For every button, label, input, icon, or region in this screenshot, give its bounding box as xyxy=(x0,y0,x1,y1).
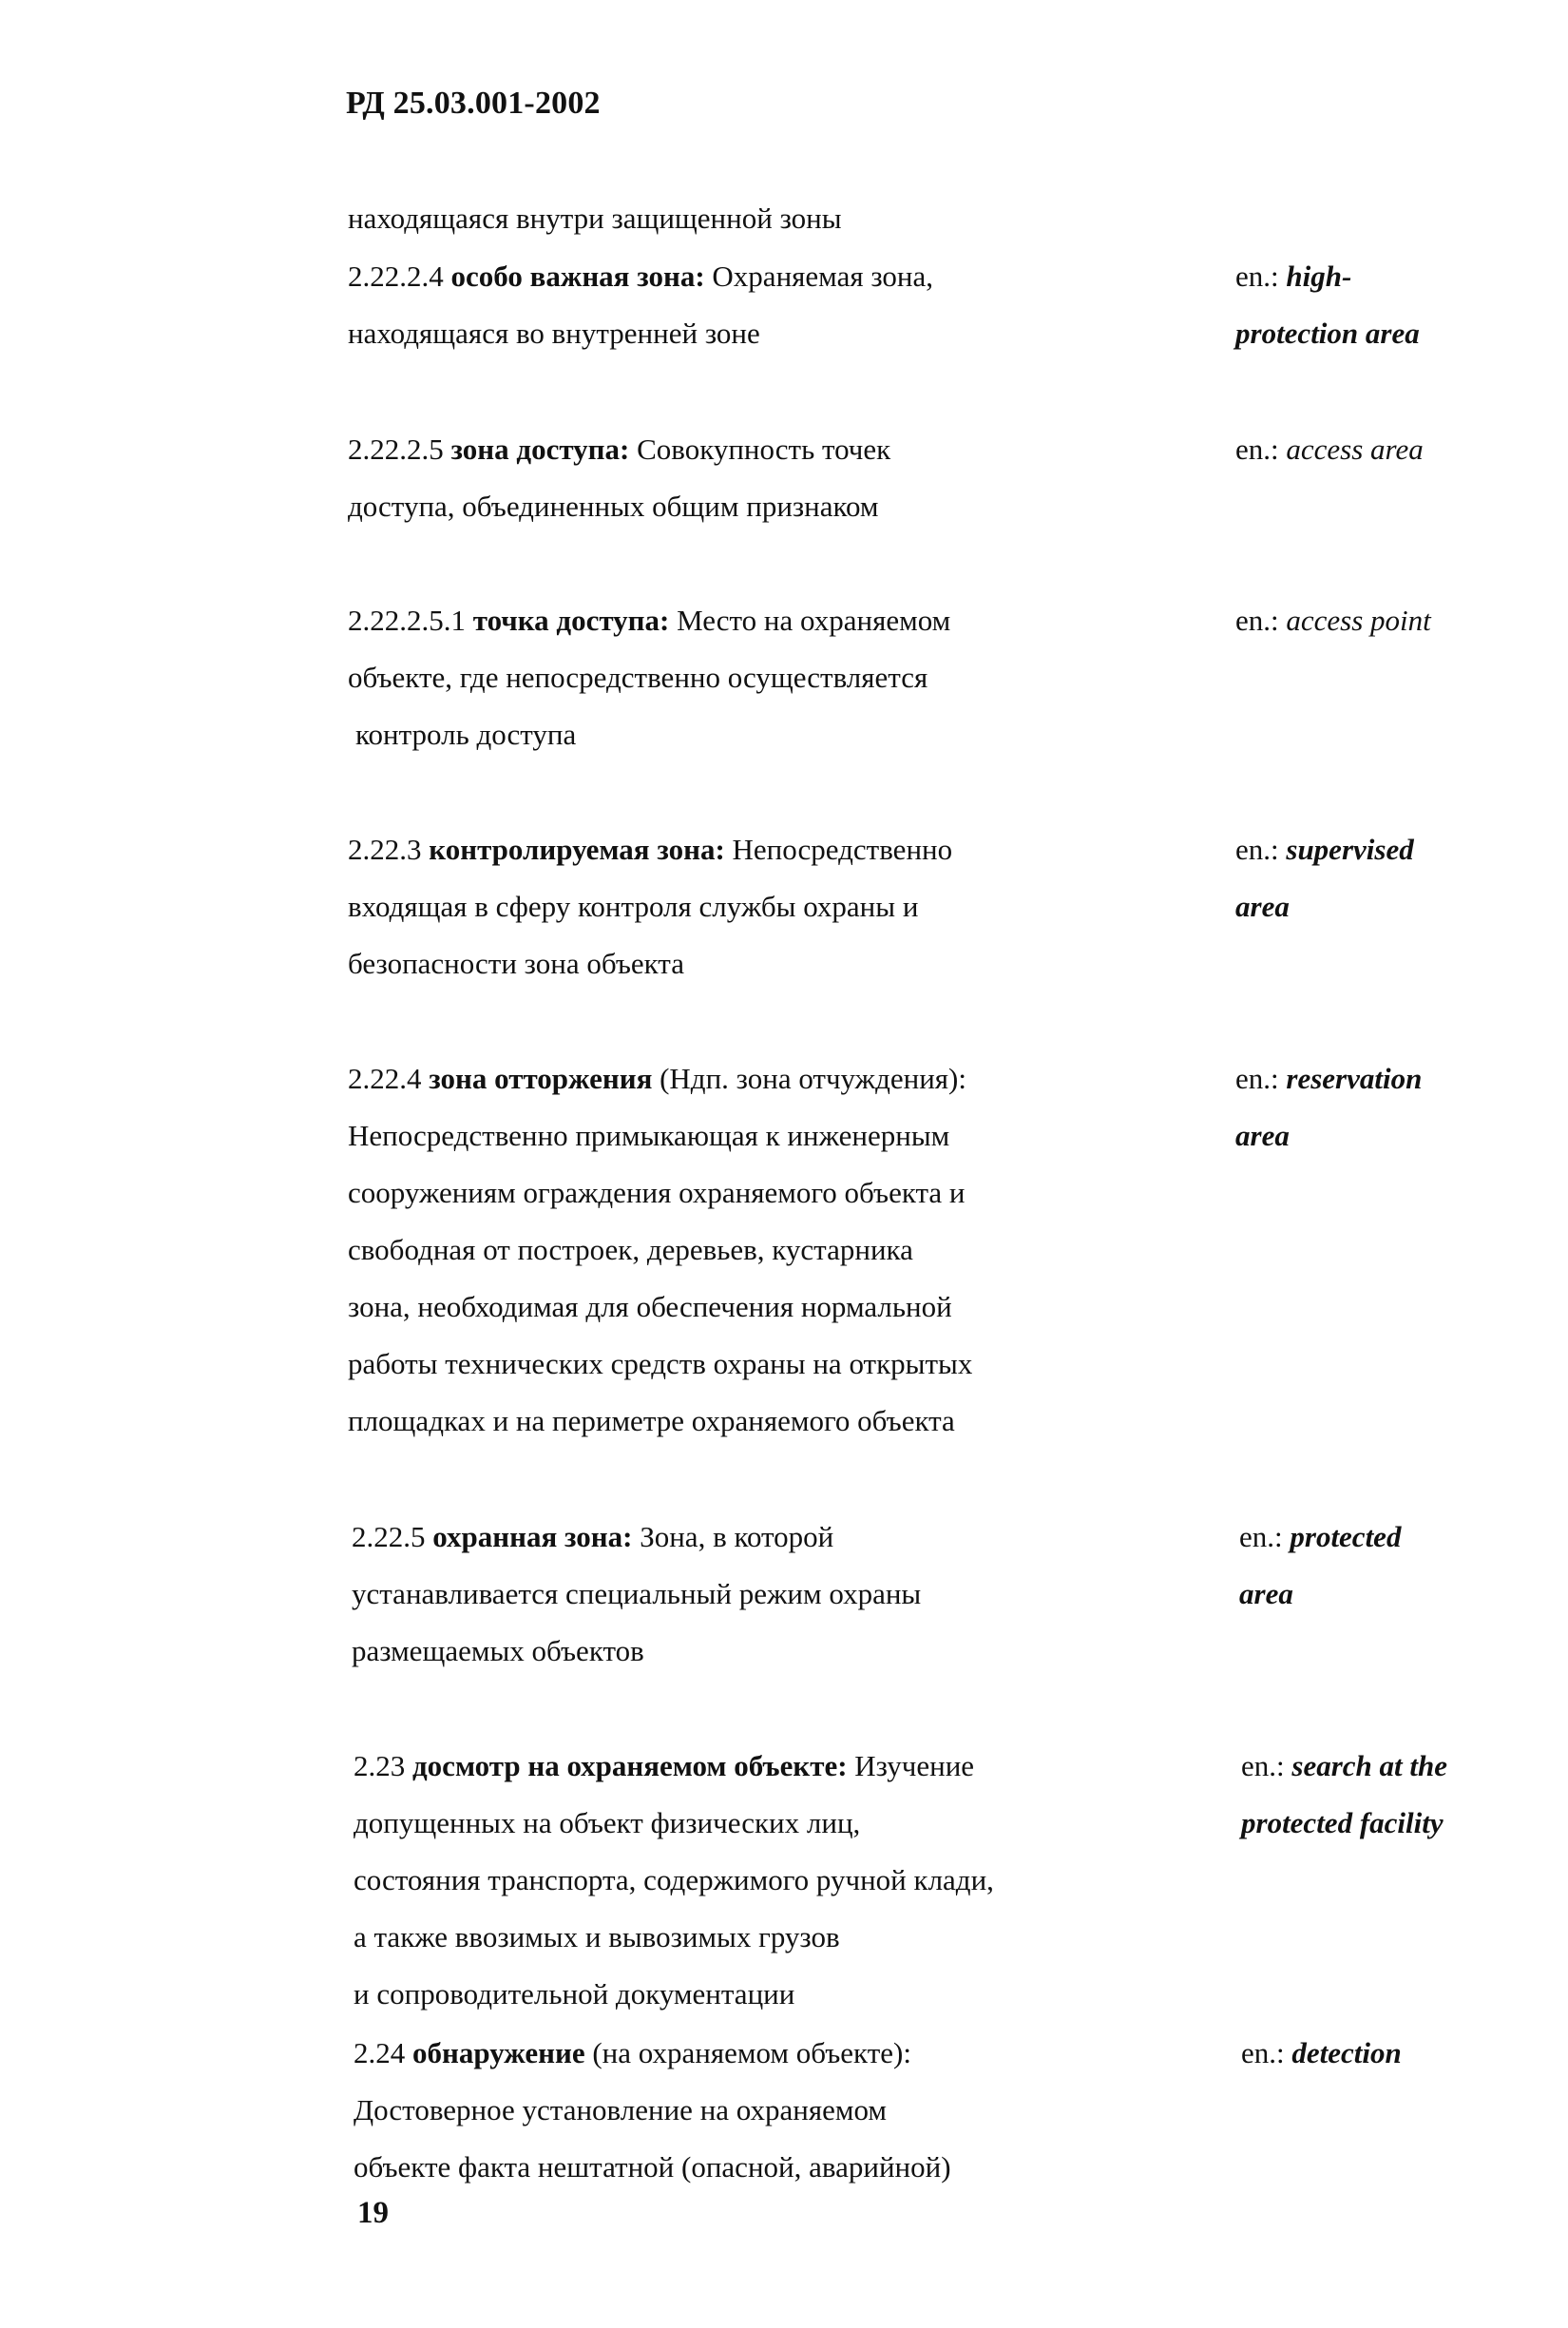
entry-definition: Непосредственно xyxy=(732,833,953,866)
english-term-word: area xyxy=(1239,1577,1293,1610)
definition-line: доступа, объединенных общим признаком xyxy=(348,490,879,523)
english-term-continuation xyxy=(1239,1575,1293,1613)
english-term-word: protected facility xyxy=(1241,1806,1444,1839)
definition-line: Достоверное установление на охраняемом xyxy=(354,2093,888,2126)
definition-line: устанавливается специальный режим охраны xyxy=(352,1577,922,1610)
entry-number: 2.22.4 xyxy=(348,1062,422,1095)
english-prefix: en.: xyxy=(1235,833,1279,866)
entry-number: 2.22.5 xyxy=(352,1520,426,1553)
english-term xyxy=(1235,258,1351,296)
entry-number: 2.22.2.5 xyxy=(348,433,444,466)
definition-line: сооружениям ограждения охраняемого объекта и xyxy=(348,1176,966,1209)
entry-2-22-5 xyxy=(352,1518,833,1556)
entry-term: особо важная зона: xyxy=(450,260,705,293)
entry-term: охранная зона: xyxy=(432,1520,633,1553)
english-term-word: access area xyxy=(1286,433,1424,466)
definition-line: находящаяся во внутренней зоне xyxy=(348,317,760,350)
entry-2-22-2-5-1 xyxy=(348,602,950,640)
entry-definition: Изучение xyxy=(854,1749,975,1782)
english-term xyxy=(1235,1060,1422,1098)
page-number: 19 xyxy=(357,2196,389,2230)
entry-term: обнаружение xyxy=(412,2036,585,2069)
entry-definition: Место на охраняемом xyxy=(677,604,951,637)
english-term-word: area xyxy=(1235,1119,1290,1152)
entry-term: досмотр на охраняемом объекте: xyxy=(412,1749,848,1782)
english-term-word: protection area xyxy=(1235,317,1420,350)
definition-line: площадках и на периметре охраняемого объекта xyxy=(348,1404,955,1437)
definition-line: Непосредственно примыкающая к инженерным xyxy=(348,1119,950,1152)
english-term-word: area xyxy=(1235,890,1290,923)
definition-line: контроль доступа xyxy=(355,718,577,751)
english-term-word: protected xyxy=(1290,1520,1402,1553)
english-prefix: en.: xyxy=(1235,433,1279,466)
entry-definition: Совокупность точек xyxy=(637,433,891,466)
entry-2-22-2-5 xyxy=(348,431,890,469)
english-prefix: en.: xyxy=(1235,260,1279,293)
definition-line: размещаемых объектов xyxy=(352,1634,644,1667)
english-term-word: reservation xyxy=(1286,1062,1423,1095)
english-prefix: en.: xyxy=(1235,1062,1279,1095)
english-term-word: detection xyxy=(1291,2036,1402,2069)
english-term-continuation xyxy=(1235,888,1290,926)
definition-line: а также ввозимых и вывозимых грузов xyxy=(354,1920,840,1953)
english-term xyxy=(1235,831,1414,869)
english-term-word: search at the xyxy=(1291,1749,1447,1782)
document-code-header: РД 25.03.001-2002 xyxy=(346,86,601,121)
definition-line: состояния транспорта, содержимого ручной клади, xyxy=(354,1863,994,1896)
english-term-continuation xyxy=(1235,1117,1290,1155)
entry-definition: (Ндп. зона отчуждения): xyxy=(660,1062,966,1095)
english-prefix: en.: xyxy=(1241,1749,1285,1782)
english-term xyxy=(1241,2034,1402,2072)
entry-term: контролируемая зона: xyxy=(429,833,725,866)
entry-2-22-3 xyxy=(348,831,952,869)
entry-definition: Зона, в которой xyxy=(640,1520,834,1553)
definition-line: безопасности зона объекта xyxy=(348,947,684,980)
definition-line: свободная от построек, деревьев, кустарника xyxy=(348,1233,913,1266)
entry-2-22-2-4 xyxy=(348,258,933,296)
definition-line: допущенных на объект физических лиц, xyxy=(354,1806,861,1839)
english-term-word: access point xyxy=(1286,604,1431,637)
definition-line: входящая в сферу контроля службы охраны и xyxy=(348,890,919,923)
entry-definition: (на охраняемом объекте): xyxy=(592,2036,911,2069)
entry-2-22-4 xyxy=(348,1060,966,1098)
entry-term: точка доступа: xyxy=(472,604,670,637)
entry-term: зона отторжения xyxy=(429,1062,653,1095)
english-prefix: en.: xyxy=(1241,2036,1285,2069)
continuation-line: находящаяся внутри защищенной зоны xyxy=(348,202,842,235)
entry-2-24 xyxy=(354,2034,911,2072)
definition-line: и сопроводительной документации xyxy=(354,1977,795,2011)
english-term-continuation xyxy=(1235,315,1420,353)
entry-definition: Охраняемая зона, xyxy=(712,260,934,293)
entry-number: 2.22.3 xyxy=(348,833,422,866)
english-prefix: en.: xyxy=(1239,1520,1283,1553)
english-prefix: en.: xyxy=(1235,604,1279,637)
entry-number: 2.22.2.4 xyxy=(348,260,444,293)
entry-2-23 xyxy=(354,1747,974,1785)
entry-term: зона доступа: xyxy=(450,433,630,466)
definition-line: объекте, где непосредственно осуществляется xyxy=(348,661,928,694)
definition-line: объекте факта нештатной (опасной, аварийной) xyxy=(354,2150,951,2184)
entry-number: 2.23 xyxy=(354,1749,406,1782)
english-term xyxy=(1239,1518,1401,1556)
english-term-continuation xyxy=(1241,1804,1444,1842)
definition-line: работы технических средств охраны на открытых xyxy=(348,1347,973,1380)
english-term xyxy=(1235,431,1424,469)
definition-line: зона, необходимая для обеспечения нормальной xyxy=(348,1290,952,1323)
english-term-word: supervised xyxy=(1286,833,1414,866)
english-term xyxy=(1241,1747,1447,1785)
entry-number: 2.22.2.5.1 xyxy=(348,604,466,637)
entry-number: 2.24 xyxy=(354,2036,406,2069)
english-term xyxy=(1235,602,1431,640)
english-term-word: high- xyxy=(1286,260,1352,293)
